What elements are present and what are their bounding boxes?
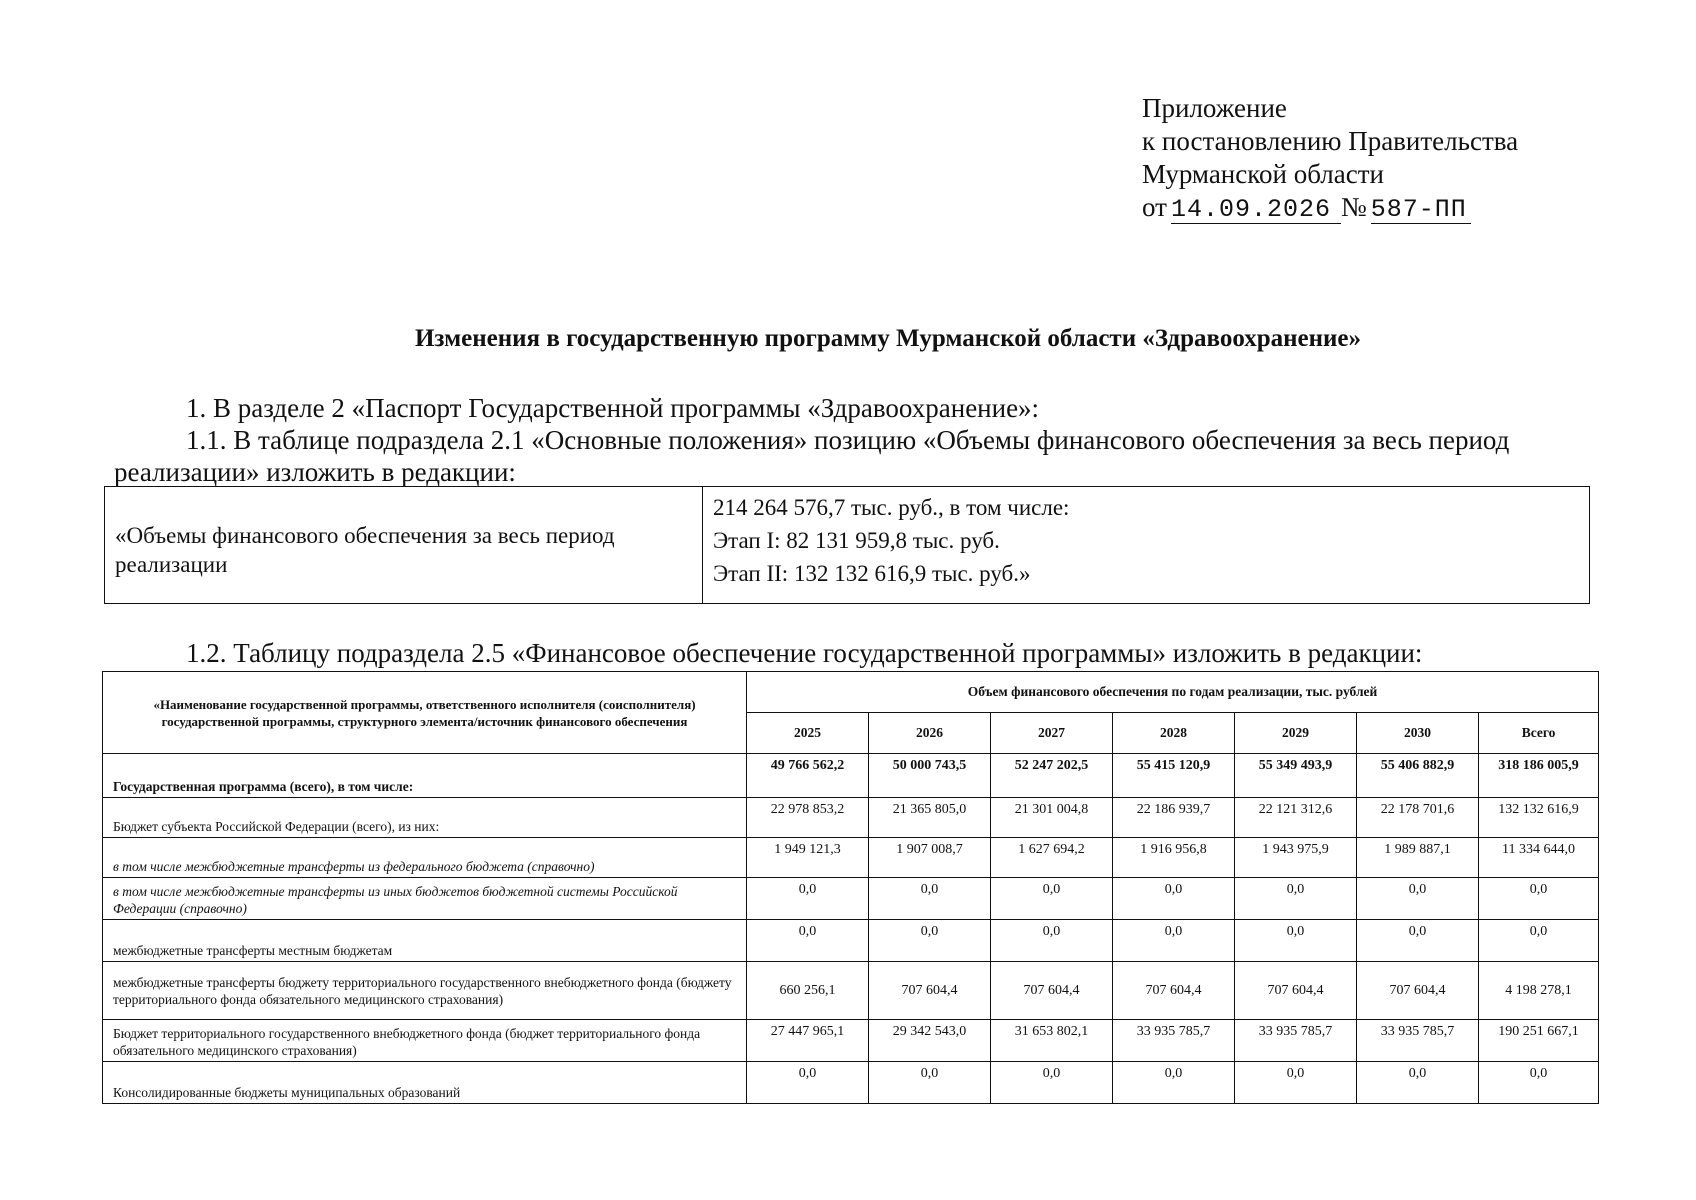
- header-total: Всего: [1479, 713, 1599, 754]
- row-year-value: 0,0: [747, 920, 869, 962]
- row-total-value: 318 186 005,9: [1479, 754, 1599, 798]
- row-name: в том числе межбюджетные трансферты из иных бюджетов бюджетной системы Российской Федерации (справочно): [103, 878, 747, 920]
- row-year-value: 55 406 882,9: [1357, 754, 1479, 798]
- row-year-value: 0,0: [747, 878, 869, 920]
- row-year-value: 33 935 785,7: [1113, 1020, 1235, 1062]
- row-year-value: 50 000 743,5: [869, 754, 991, 798]
- row-year-value: 1 989 887,1: [1357, 838, 1479, 878]
- header-year: 2029: [1235, 713, 1357, 754]
- appendix-line-3: Мурманской области: [1142, 159, 1384, 189]
- row-name: Бюджет территориального государственного внебюджетного фонда (бюджет территориального фонда обязательного медицинского страхования): [103, 1020, 747, 1062]
- row-year-value: 22 121 312,6: [1235, 798, 1357, 838]
- number-label: №: [1340, 192, 1367, 222]
- row-year-value: 1 943 975,9: [1235, 838, 1357, 878]
- row-year-value: 0,0: [991, 920, 1113, 962]
- table-row: [103, 1020, 1599, 1062]
- row-name: межбюджетные трансферты местным бюджетам: [103, 920, 747, 962]
- row-year-value: 660 256,1: [747, 962, 869, 1020]
- table-row: [103, 962, 1599, 1020]
- funding-volume-value: [703, 487, 1589, 603]
- row-year-value: 707 604,4: [1113, 962, 1235, 1020]
- row-name: Государственная программа (всего), в том числе:: [103, 754, 747, 798]
- header-volume: Объем финансового обеспечения по годам реализации, тыс. рублей: [747, 672, 1599, 713]
- row-year-value: 0,0: [869, 920, 991, 962]
- row-year-value: 0,0: [869, 878, 991, 920]
- row-year-value: 55 415 120,9: [1113, 754, 1235, 798]
- row-year-value: 0,0: [1235, 878, 1357, 920]
- row-year-value: 55 349 493,9: [1235, 754, 1357, 798]
- row-year-value: 22 178 701,6: [1357, 798, 1479, 838]
- appendix-block: [1142, 92, 1518, 224]
- row-year-value: 22 186 939,7: [1113, 798, 1235, 838]
- row-name: Бюджет субъекта Российской Федерации (всего), из них:: [103, 798, 747, 838]
- row-year-value: 707 604,4: [869, 962, 991, 1020]
- row-year-value: 27 447 965,1: [747, 1020, 869, 1062]
- row-year-value: 33 935 785,7: [1235, 1020, 1357, 1062]
- row-year-value: 0,0: [1113, 878, 1235, 920]
- row-total-value: 190 251 667,1: [1479, 1020, 1599, 1062]
- decree-number: 587-ПП: [1371, 197, 1471, 224]
- row-name: в том числе межбюджетные трансферты из федерального бюджета (справочно): [103, 838, 747, 878]
- table-row: [103, 920, 1599, 962]
- header-year: 2028: [1113, 713, 1235, 754]
- row-total-value: 11 334 644,0: [1479, 838, 1599, 878]
- header-year: 2026: [869, 713, 991, 754]
- row-year-value: 31 653 802,1: [991, 1020, 1113, 1062]
- row-name: межбюджетные трансферты бюджету территориального государственного внебюджетного фонда (бюджету территориального фонда обязательного медицинского страхования): [103, 962, 747, 1020]
- row-year-value: 0,0: [1235, 1062, 1357, 1104]
- row-year-value: 0,0: [991, 1062, 1113, 1104]
- funding-volume-table: [104, 486, 1590, 604]
- table-row: [103, 754, 1599, 798]
- row-year-value: 0,0: [991, 878, 1113, 920]
- row-year-value: 707 604,4: [1235, 962, 1357, 1020]
- row-year-value: 1 627 694,2: [991, 838, 1113, 878]
- row-year-value: 22 978 853,2: [747, 798, 869, 838]
- from-label: от: [1142, 192, 1167, 222]
- row-year-value: 0,0: [1113, 1062, 1235, 1104]
- row-year-value: 0,0: [1357, 1062, 1479, 1104]
- table-row: [103, 878, 1599, 920]
- row-year-value: 29 342 543,0: [869, 1020, 991, 1062]
- row-year-value: 1 907 008,7: [869, 838, 991, 878]
- row-year-value: 1 949 121,3: [747, 838, 869, 878]
- row-year-value: 0,0: [1235, 920, 1357, 962]
- paragraph-1-1: 1.1. В таблице подраздела 2.1 «Основные положения» позицию «Объемы финансового обеспечения за весь период: [186, 425, 1510, 455]
- row-year-value: 707 604,4: [1357, 962, 1479, 1020]
- financing-table: [102, 671, 1599, 1104]
- funding-volume-label: «Объемы финансового обеспечения за весь период реализации: [105, 487, 703, 603]
- decree-date: 14.09.2026: [1171, 197, 1341, 224]
- table-row: [103, 1062, 1599, 1104]
- row-year-value: 707 604,4: [991, 962, 1113, 1020]
- row-name: Консолидированные бюджеты муниципальных образований: [103, 1062, 747, 1104]
- document-title: Изменения в государственную программу Мурманской области «Здравоохранение»: [414, 325, 1362, 352]
- funding-stage-1: Этап I: 82 131 959,8 тыс. руб.: [713, 528, 1000, 553]
- row-year-value: 1 916 956,8: [1113, 838, 1235, 878]
- header-year: 2030: [1357, 713, 1479, 754]
- row-year-value: 33 935 785,7: [1357, 1020, 1479, 1062]
- header-year: 2027: [991, 713, 1113, 754]
- row-year-value: 0,0: [1113, 920, 1235, 962]
- paragraph-1-2: 1.2. Таблицу подраздела 2.5 «Финансовое обеспечение государственной программы» изложить в редакции:: [186, 638, 1423, 668]
- row-year-value: 52 247 202,5: [991, 754, 1113, 798]
- row-total-value: 0,0: [1479, 878, 1599, 920]
- row-year-value: 49 766 562,2: [747, 754, 869, 798]
- row-total-value: 4 198 278,1: [1479, 962, 1599, 1020]
- row-year-value: 0,0: [869, 1062, 991, 1104]
- row-year-value: 21 301 004,8: [991, 798, 1113, 838]
- header-year: 2025: [747, 713, 869, 754]
- row-year-value: 21 365 805,0: [869, 798, 991, 838]
- appendix-line-4: [1142, 191, 1518, 224]
- paragraph-1-1-continued: реализации» изложить в редакции:: [114, 457, 516, 487]
- funding-total: 214 264 576,7 тыс. руб., в том числе:: [713, 495, 1070, 520]
- paragraph-1: 1. В разделе 2 «Паспорт Государственной программы «Здравоохранение»:: [186, 393, 1040, 423]
- table-row: [103, 838, 1599, 878]
- appendix-line-2: к постановлению Правительства: [1142, 126, 1519, 156]
- appendix-line-1: Приложение: [1142, 93, 1287, 123]
- row-total-value: 0,0: [1479, 1062, 1599, 1104]
- funding-stage-2: Этап II: 132 132 616,9 тыс. руб.»: [713, 561, 1031, 586]
- row-total-value: 132 132 616,9: [1479, 798, 1599, 838]
- row-total-value: 0,0: [1479, 920, 1599, 962]
- row-year-value: 0,0: [747, 1062, 869, 1104]
- row-year-value: 0,0: [1357, 920, 1479, 962]
- row-year-value: 0,0: [1357, 878, 1479, 920]
- header-name: «Наименование государственной программы, ответственного исполнителя (соисполнителя) государственной программы, структурного элемента/источник финансового обеспечения: [103, 672, 747, 754]
- table-row: [103, 798, 1599, 838]
